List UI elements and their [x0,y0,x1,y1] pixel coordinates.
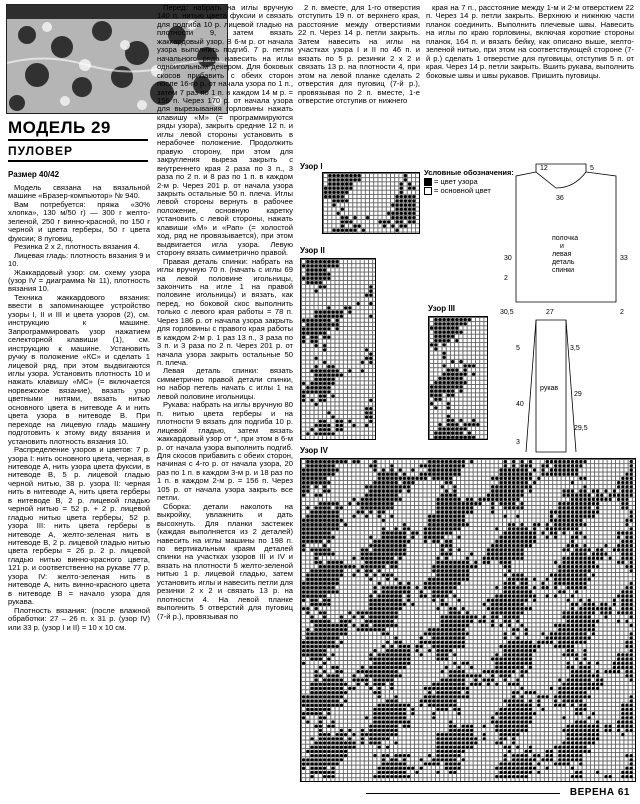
paragraph: Лицевая гладь: плотность вязания 9 и 10. [8,250,150,269]
dim-36: 36 [556,195,564,202]
magazine-name: ВЕРЕНА [569,787,615,798]
label-polochka: полочка [552,235,579,242]
paragraph: Рукава: набрать на иглы вручную 80 п. нитью цвета герберы и на плотности 9 вязать для подгиба 10 р. лицевой гладью, затем вязать жаккардовый узор от *, при этом в 6-м р. от начала узора выполнить подгиб. Для скосов прибавить с обеих сторон, начиная с 4-го р. от начала узора, 20 раз по 1 п. в каждом 3-м р. и 18 раз по 1 п. в каждом 2-м р. = 156 п. Через 105 р. от начала узора закрыть все петли. [157,400,293,503]
label-levaya: левая [552,251,572,258]
chart-label-uzor-4: Узор IV [300,446,328,455]
paragraph: Левая деталь спинки: вязать симметрично правой детали спинки, но набор петель начать с иглы 1 на левой половине игольницы. [157,366,293,401]
chart-label-uzor-2: Узор II [300,246,325,255]
pattern-cells [429,317,487,439]
instructions-column-4 [426,4,634,154]
pattern-chart-uzor-4 [300,458,636,782]
paragraph: Перед: набрать на иглы вручную 140 п. нитью цвета фуксии и связать для подгиба 10 р. лицевой гладью на плотности 9, затем вязать жаккардовый узор. В 6-м р. от начала узора выполнить подгиб. 7 р. петли начального ряда навесить на иглы одноигольным декером. Для боковых скосов прибавить с обеих сторон после 16-го р. от начала узора по 1 п., затем 7 раз по 1 п. в каждом 14 м р. = 156 п. Через 170 р. от начала узора для вырезывания горловины нажать клавишу «М» (= программируются ряды узора), закрыть средние 12 п. и иглы левой стороны установить в нерабочее положение. Продолжить правую сторону, при этом для закругления выреза закрыть с внутреннего края 2 раза по 3 п., 3 раза по 2 п. и 8 раз по 1 п. в каждом 2-м р. Через 201 р. от начала узора закрыть остальные 50 п. плеча. Иглы левой стороны вернуть в рабочее положение, основную каретку установить с левой стороны, нажать клавиши «М» и «Рап» (= холостой ход, ряд не провязывается), при этом выдвигается игла узора. Левую сторону вязать симметрично правой. [157,4,293,258]
label-detal: деталь [552,259,575,266]
paragraph: 2 п. вместе, для 1-го отверстия отступить 19 п. от верхнего края, расстояние между отверстиями 22 п. Через 14 р. петли закрыть. Затем навесить на иглы на участках узора I и II по 46 п. и вязать по 5 р. резинки 2 x 2 и связать 13 р. на плотности 4, при этом на левой планке сделать 2 отверстия для пуговиц (7-й р.), провязывая по 2 п. вместе, 1-е отверстие отступив от нижнего [298,4,420,105]
title-rule [8,139,148,141]
dim-30-5: 30,5 [500,309,514,316]
paragraph: Сборка: детали наколоть на выкройку, увлажнить и дать высохнуть. Для планки застежек (каждая выполняется из 2 деталей) навесить на иглы машины по 198 п. по вертикальным краям деталей спинки на участках узоров III и IV и вязать на плотности 5 желто-зеленой нитью 1 р. лицевой гладью, затем установить иглы и навесить петли для резинки 2 x 2 и связать 13 р. на плотности 4. На левой планке выполнить 5 отверстий для пуговиц (7-й р.), провязывая по [157,501,293,621]
page-footer [570,787,630,798]
paragraph: Техника жаккардового вязания: ввести в запоминающее устройство узоры I, II и III и цвета узоров (2), см. инструкцию к машине. Запрограммировать узор нажатием селекторной клавиши (1), см. инструкцию к машине. Установить ручку в положение «КС» и сделать 1 лицевой ряд, при этом выдвигаются иглы узора. Установить плотность 10 и нажать клавишу «МС» (= включается норвежское вязание), вязать узор цветными нитями, вязать нитью основного цвета в нитеводе А и нить цвета узора в нитеводе В. При переходе на лицевую гладь машину подготовить к этому виду вязания и установить плотность вязания 10. [8,292,150,446]
pattern-cells [301,259,375,439]
dim-3-5: 3,5 [570,345,580,352]
paragraph: Распределение узоров и цветов: 7 р. узора I: нить основного цвета, черная, в нитеводе А, нить узора цвета фуксии, в нитеводе В, 5 р. лицевой гладью черной нитью, 38 р. узора II: черная нить в нитеводе А, нить цвета герберы в нитеводе В, 2 р. лицевой гладью черной нитью = 52 р. + 2 р. лицевой гладью нитью цвета герберы, 52 р. узора III: нить цвета герберы в нитеводе А, желто-зеленая нить в нитеводе В, 2 р. лицевой гладью нитью цвета герберы = 26 р. 2 р. лицевой гладью нитью винно-красного цвета, 121 р. и соответственно на рукаве 77 р. узора IV: желто-зеленая нить в нитеводе А, нить винно-красного цвета в нитеводе В = начало узора для рукава. [8,445,150,607]
dim-5: 5 [590,165,594,172]
dim-40: 40 [516,401,524,408]
legend-item: = основной цвет [424,186,514,195]
chart-label-uzor-1: Узор I [300,162,323,171]
pattern-cells [301,459,635,781]
legend-item: = цвет узора [424,177,514,186]
pattern-chart-uzor-3 [428,316,488,440]
paragraph: Модель связана на вязальной машине «Бразер-компьютор» № 940. [8,184,150,201]
instructions-column-2 [157,4,293,802]
label-i: и [560,243,564,250]
footer-rule [366,793,560,794]
subtitle-rule [8,160,148,162]
dim-30: 30 [504,255,512,262]
instructions-column-3 [298,4,420,162]
garment-schematic [496,160,636,456]
label-rukav: рукав [540,385,559,392]
filled-square-icon [424,178,432,186]
dim-12: 12 [540,165,548,172]
dim-2: 2 [504,275,508,282]
label-spinki: спинки [552,267,575,274]
paragraph: Вам потребуется: пряжа «30% хлопка», 130 м/50 г) — 300 г желто-зеленой, 250 г винно-красной, по 150 г черной и цвета герберы, 50 г цвета фуксии; 8 пуговиц. [8,199,150,243]
pattern-cells [323,173,419,233]
dim-5b: 5 [516,345,520,352]
dim-2b: 2 [620,309,624,316]
dim-33: 33 [620,255,628,262]
dim-27: 27 [546,309,554,316]
dim-3: 3 [516,439,520,446]
model-subtitle: ПУЛОВЕР [8,144,74,158]
paragraph: Плотность вязания: (после влажной обработки: 27 – 26 п. x 31 р. (узор IV) или 33 р. (узор I и II) = 10 x 10 см. [8,605,150,632]
dim-29-5: 29,5 [574,425,588,432]
paragraph: края на 7 п., расстояние между 1-м и 2-м отверстием 22 п. Через 14 р. петли закрыть. Верхнюю и нижнюю части планок соединить. Выполнить плечевые швы. Навесить на иглы по краю горловины, включая короткие стороны планок, 164 п. и вязать бейку, как описано выше, желто-зеленой нитью, при этом на соответствующей стороне (7-й р.) сделать 1 отверстие для пуговицы, отступив 5 п. от края. Через 14 р. петли закрыть. Вшить рукава, выполнить боковые швы и швы рукавов. Пришить пуговицы. [426,4,634,80]
pattern-chart-uzor-1 [322,172,420,234]
chart-label-uzor-3: Узор III [428,304,456,313]
schematic-drawing [496,160,636,456]
model-title: МОДЕЛЬ 29 [8,118,111,137]
paragraph: Жаккардовый узор: см. схему узора (узор IV = диаграмма № 11), плотность вязания 10. [8,267,150,294]
size-line: Размер 40/42 [8,170,60,179]
page-number: 61 [617,787,630,798]
paragraph: Правая деталь спинки: набрать на иглы вручную 70 п. (начать с иглы 69 на левой половине игольницы, закончить на игле 1 на правой половине игольницы) и вязать, как перед, но боковой скос выполнить только с левого края работы = 78 п. Через 186 р. от начала узора закрыть для горловины с правого края работы в каждом 2-м р. 1 раз 13 п., 3 раза по 3 п. и 3 раза по 2 п. Через 201 р. от начала узора закрыть остальные 50 п. плеча. [157,256,293,368]
legend-title: Условные обозначения: [424,168,514,177]
paragraph: Резинка 2 x 2, плотность вязания 4. [14,242,140,252]
pattern-chart-uzor-2 [300,258,376,440]
dim-29: 29 [574,391,582,398]
empty-square-icon [424,187,432,195]
instructions-column-1 [8,184,150,796]
